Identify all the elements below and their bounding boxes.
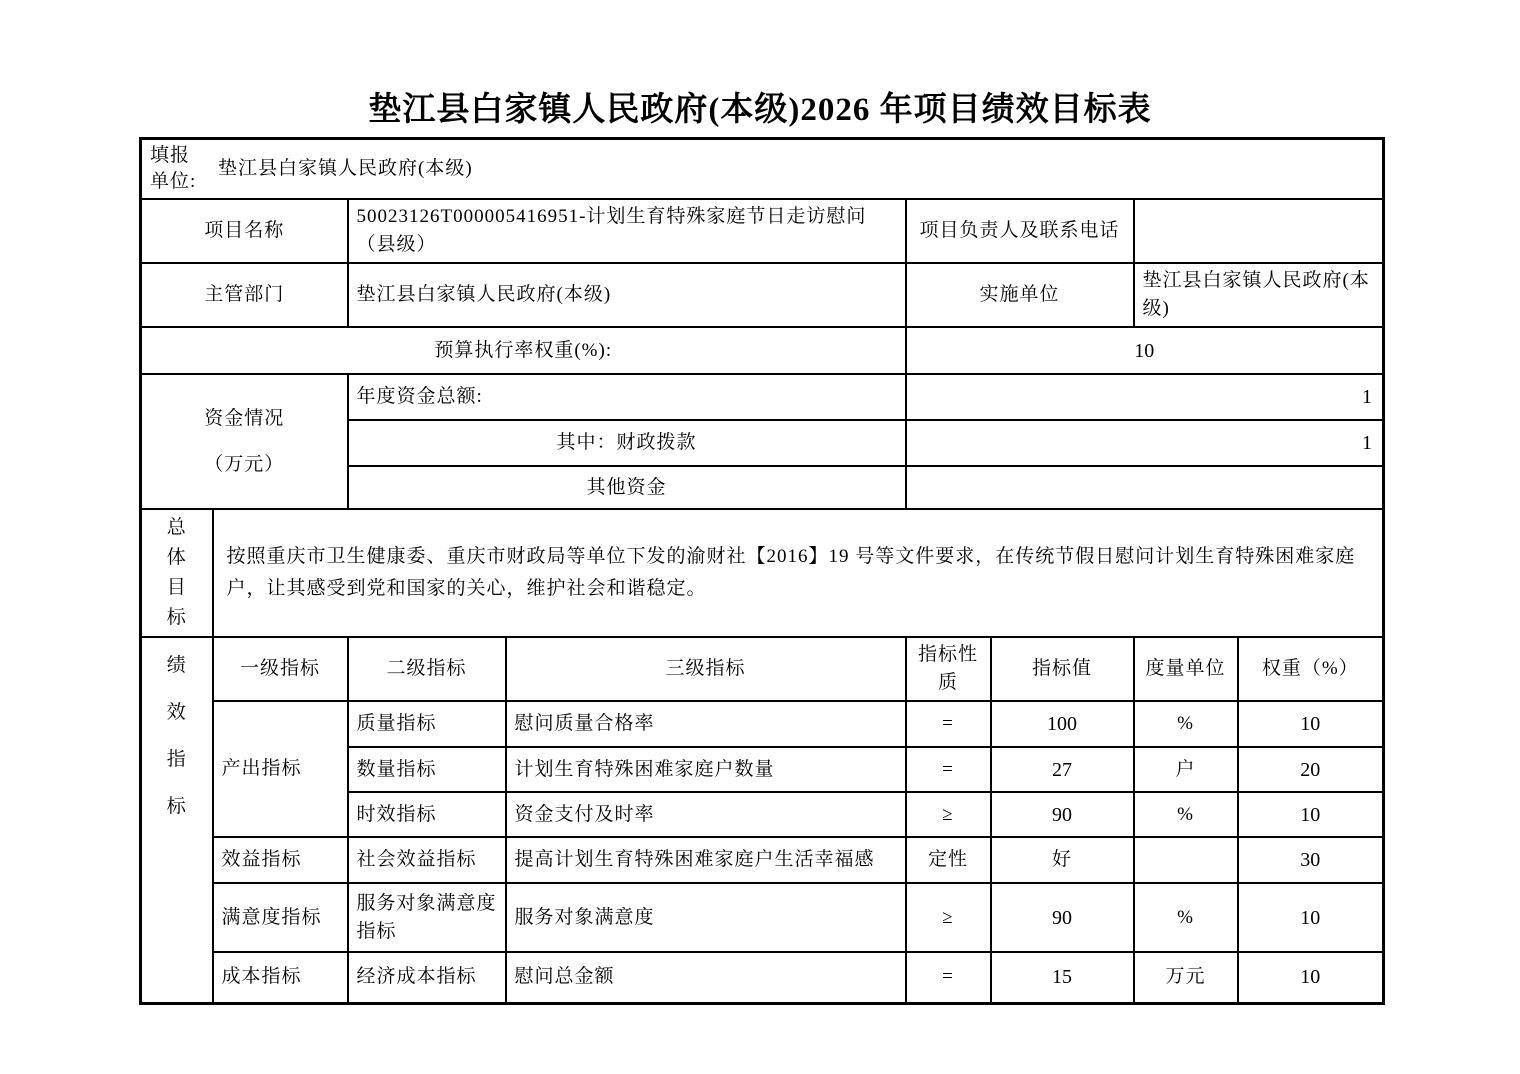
indicator-value: 好 — [991, 837, 1134, 883]
indicator-level2: 时效指标 — [348, 792, 506, 837]
indicator-nature: ≥ — [906, 792, 991, 837]
report-unit-row — [141, 139, 1384, 200]
performance-target-table — [139, 137, 1385, 1005]
indicator-row — [141, 883, 1384, 952]
indicator-value: 100 — [991, 701, 1134, 747]
indicator-unit: 户 — [1134, 747, 1238, 792]
col-header-value: 指标值 — [991, 637, 1134, 701]
indicator-level1: 满意度指标 — [213, 883, 348, 952]
indicator-nature: = — [906, 747, 991, 792]
report-unit-value: 垫江县白家镇人民政府(本级) — [218, 158, 473, 179]
overall-goal-text: 按照重庆市卫生健康委、重庆市财政局等单位下发的渝财社【2016】19 号等文件要求，在传统节假日慰问计划生育特殊困难家庭户，让其感受到党和国家的关心，维护社会和谐稳定。 — [213, 509, 1384, 637]
project-manager-value — [1134, 199, 1384, 263]
funds-side-label — [141, 374, 348, 509]
indicator-level2: 质量指标 — [348, 701, 506, 747]
budget-rate-row — [141, 327, 1384, 374]
department-row — [141, 263, 1384, 327]
indicator-level3: 资金支付及时率 — [506, 792, 906, 837]
page-title: 垫江县白家镇人民政府(本级)2026 年项目绩效目标表 — [368, 92, 1152, 128]
project-name-label: 项目名称 — [141, 199, 348, 263]
dept-label: 主管部门 — [141, 263, 348, 327]
indicator-level2: 服务对象满意度指标 — [348, 883, 506, 952]
indicator-weight: 20 — [1238, 747, 1384, 792]
indicator-unit: 万元 — [1134, 952, 1238, 1003]
indicator-level3: 慰问总金额 — [506, 952, 906, 1003]
report-unit-label: 填报单位: — [150, 145, 197, 192]
funds-fiscal-value: 1 — [906, 420, 1384, 466]
funds-other-label: 其他资金 — [348, 466, 906, 509]
indicator-level3: 计划生育特殊困难家庭户数量 — [506, 747, 906, 792]
funds-total-value: 1 — [906, 374, 1384, 420]
indicator-level1: 效益指标 — [213, 837, 348, 883]
col-header-nature: 指标性质 — [906, 637, 991, 701]
impl-unit-value: 垫江县白家镇人民政府(本级) — [1134, 263, 1384, 327]
budget-rate-value: 10 — [906, 327, 1384, 374]
col-header-level3: 三级指标 — [506, 637, 906, 701]
funds-other-value — [906, 466, 1384, 509]
funds-side-line2: （万元） — [204, 453, 285, 475]
col-header-level2: 二级指标 — [348, 637, 506, 701]
indicator-value: 90 — [991, 792, 1134, 837]
overall-goal-side-label: 总体目标 — [141, 509, 213, 637]
indicator-row — [141, 701, 1384, 747]
funds-total-label: 年度资金总额: — [348, 374, 906, 420]
indicator-level3: 提高计划生育特殊困难家庭户生活幸福感 — [506, 837, 906, 883]
indicator-weight: 10 — [1238, 883, 1384, 952]
indicator-level1: 成本指标 — [213, 952, 348, 1003]
indicator-side-label: 绩效指标 — [141, 637, 213, 1003]
project-name-row — [141, 199, 1384, 263]
funds-total-row — [141, 374, 1384, 420]
indicator-weight: 10 — [1238, 792, 1384, 837]
report-unit-cell — [141, 139, 1384, 200]
indicator-row — [141, 837, 1384, 883]
indicator-value: 90 — [991, 883, 1134, 952]
funds-side-line1: 资金情况 — [204, 407, 285, 429]
project-name-value: 50023126T000005416951-计划生育特殊家庭节日走访慰问（县级） — [348, 199, 906, 263]
budget-rate-label: 预算执行率权重(%): — [141, 327, 906, 374]
indicator-level3: 服务对象满意度 — [506, 883, 906, 952]
indicator-level1: 产出指标 — [213, 701, 348, 837]
dept-value: 垫江县白家镇人民政府(本级) — [348, 263, 906, 327]
indicator-level2: 社会效益指标 — [348, 837, 506, 883]
indicator-level2: 经济成本指标 — [348, 952, 506, 1003]
indicator-nature: 定性 — [906, 837, 991, 883]
indicator-weight: 10 — [1238, 701, 1384, 747]
indicator-unit: % — [1134, 701, 1238, 747]
indicator-level2: 数量指标 — [348, 747, 506, 792]
indicator-value: 27 — [991, 747, 1134, 792]
col-header-level1: 一级指标 — [213, 637, 348, 701]
indicator-level3: 慰问质量合格率 — [506, 701, 906, 747]
indicator-nature: = — [906, 952, 991, 1003]
indicator-unit: % — [1134, 883, 1238, 952]
funds-fiscal-label: 其中：财政拨款 — [348, 420, 906, 466]
indicator-row — [141, 952, 1384, 1003]
overall-goal-row — [141, 509, 1384, 637]
indicator-nature: = — [906, 701, 991, 747]
indicator-unit — [1134, 837, 1238, 883]
indicator-unit: % — [1134, 792, 1238, 837]
project-manager-label: 项目负责人及联系电话 — [906, 199, 1134, 263]
impl-unit-label: 实施单位 — [906, 263, 1134, 327]
col-header-weight: 权重（%） — [1238, 637, 1384, 701]
col-header-unit: 度量单位 — [1134, 637, 1238, 701]
indicator-nature: ≥ — [906, 883, 991, 952]
indicator-header-row — [141, 637, 1384, 701]
indicator-value: 15 — [991, 952, 1134, 1003]
indicator-weight: 30 — [1238, 837, 1384, 883]
indicator-weight: 10 — [1238, 952, 1384, 1003]
